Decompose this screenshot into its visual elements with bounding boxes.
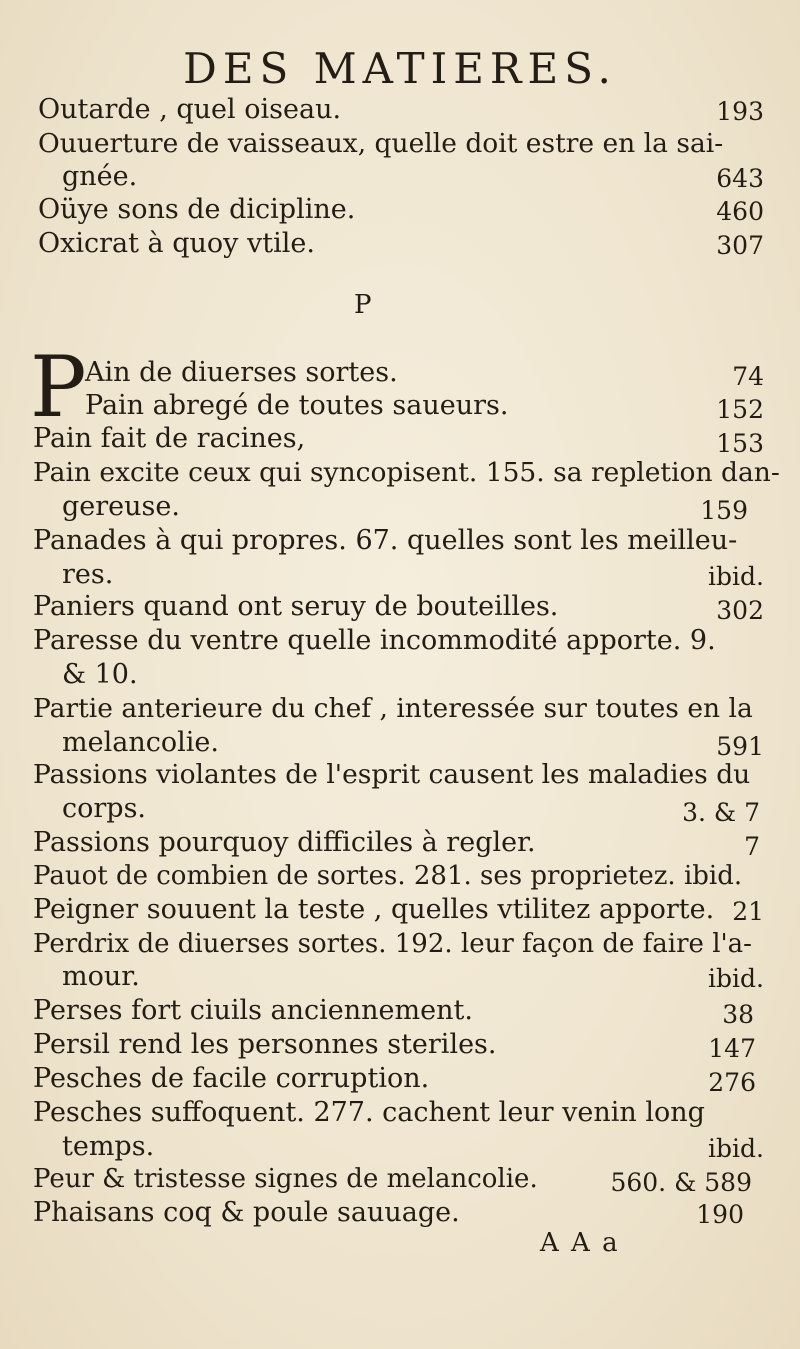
index-entry: Phaisans coq & poule sauuage.	[33, 1197, 460, 1228]
index-entry: mour.	[62, 961, 140, 992]
index-entry: Passions violantes de l'esprit causent les maladies du	[33, 759, 751, 790]
index-entry: Partie anterieure du chef , interessée sur toutes en la	[33, 693, 753, 724]
index-entry: & 10.	[62, 659, 138, 690]
page-ref: 3. & 7	[682, 798, 760, 827]
index-entry: Outarde , quel oiseau.	[38, 94, 342, 125]
index-entry: Peigner souuent la teste , quelles vtilitez apporte.	[33, 894, 715, 925]
index-entry: Paresse du ventre quelle incommodité apporte. 9.	[33, 625, 716, 656]
index-entry: Pesches de facile corruption.	[33, 1063, 430, 1094]
index-entry: Pain fait de racines,	[33, 423, 306, 454]
page-ref: 159	[700, 496, 748, 525]
page-ref: 643	[716, 164, 764, 193]
index-entry: Pesches suffoquent. 277. cachent leur venin long	[33, 1097, 705, 1128]
page-ref: 193	[716, 97, 764, 126]
page-ref: 153	[716, 429, 764, 458]
index-entry: corps.	[62, 793, 147, 824]
section-letter: P	[354, 290, 372, 320]
page-ref: ibid.	[708, 964, 764, 993]
page-ref: 21	[732, 897, 764, 926]
index-entry: res.	[62, 559, 114, 590]
page-ref: 460	[716, 197, 764, 226]
index-entry: gnée.	[62, 161, 138, 192]
page-ref: ibid.	[708, 1134, 764, 1163]
index-entry: gereuse.	[62, 491, 180, 522]
page-ref: 560. & 589	[610, 1168, 752, 1197]
page-ref: 591	[716, 732, 764, 761]
index-entry: Pain excite ceux qui syncopisent. 155. sa repletion dan-	[33, 457, 780, 488]
page-ref: 7	[744, 832, 760, 861]
index-entry: Ouuerture de vaisseaux, quelle doit estre en la sai-	[38, 128, 724, 159]
index-entry: Peur & tristesse signes de melancolie.	[33, 1164, 538, 1194]
page-ref: ibid.	[708, 562, 764, 591]
index-entry: temps.	[62, 1131, 155, 1162]
page-ref: 190	[696, 1200, 744, 1229]
index-entry: Ain de diuerses sortes.	[85, 357, 398, 388]
index-entry: Perses fort ciuils anciennement.	[33, 995, 473, 1026]
drop-cap: P	[30, 338, 87, 436]
index-entry: Perdrix de diuerses sortes. 192. leur façon de faire l'a-	[33, 929, 752, 959]
index-entry: Oxicrat à quoy vtile.	[38, 228, 315, 259]
index-entry: Pain abregé de toutes saueurs.	[85, 390, 509, 421]
index-entry: Pauot de combien de sortes. 281. ses proprietez. ibid.	[33, 861, 743, 891]
page-ref: 38	[722, 1000, 754, 1029]
page-ref: 302	[716, 596, 764, 625]
page-header: DES MATIERES.	[183, 44, 617, 93]
catchword: A A a	[540, 1228, 620, 1258]
index-entry: Persil rend les personnes steriles.	[33, 1029, 497, 1060]
page-ref: 276	[708, 1068, 756, 1097]
index-entry: melancolie.	[62, 727, 219, 758]
index-entry: Oüye sons de dicipline.	[38, 194, 356, 225]
page-ref: 74	[732, 362, 764, 391]
index-entry: Passions pourquoy difficiles à regler.	[33, 827, 536, 858]
index-entry: Panades à qui propres. 67. quelles sont les meilleu-	[33, 525, 738, 556]
page-ref: 307	[716, 231, 764, 260]
index-entry: Paniers quand ont seruy de bouteilles.	[33, 591, 559, 622]
page-ref: 152	[716, 395, 764, 424]
page-ref: 147	[708, 1034, 756, 1063]
